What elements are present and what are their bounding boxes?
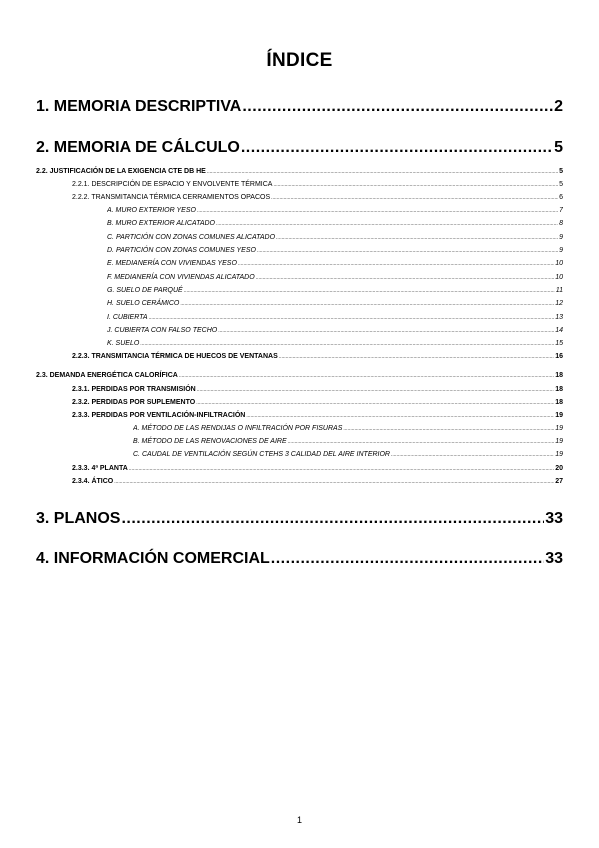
toc-leader [238,259,554,269]
toc-leader [149,313,555,323]
toc-page: 18 [555,386,563,393]
toc-leader [271,548,544,570]
toc-entry [133,449,563,460]
toc-leader [256,273,555,283]
toc-label: 2.2.3. TRANSMITANCIA TÉRMICA DE HUECOS DE VENTANAS [72,353,278,360]
toc-label: 2. MEMORIA DE CÁLCULO [36,139,240,156]
toc-page: 20 [555,465,563,472]
toc-label: 2.2. JUSTIFICACIÓN DE LA EXIGENCIA CTE DB HE [36,168,206,175]
toc-page: 2 [554,98,563,115]
toc-entry [107,338,563,349]
toc-page: 5 [554,139,563,156]
toc-label: 2.2.2. TRANSMITANCIA TÉRMICA CERRAMIENTOS OPACOS [72,194,271,201]
toc-label: I. CUBIERTA [107,314,148,321]
toc-entry [107,298,563,309]
toc-label: B. MÉTODO DE LAS RENOVACIONES DE AIRE [133,438,287,445]
toc-label: D. PARTICIÓN CON ZONAS COMUNES YESO [107,247,256,254]
toc-label: 2.3.4. ÁTICO [72,478,114,485]
toc-entry [36,370,563,381]
page-title: ÍNDICE [266,50,333,71]
toc-label: 3. PLANOS [36,510,121,527]
toc-entry [36,96,563,118]
toc-label: 1. MEMORIA DESCRIPTIVA [36,98,242,115]
toc-page: 13 [555,314,563,321]
toc-entry [107,272,563,283]
toc-page: 19 [555,438,563,445]
toc-label: E. MEDIANERÍA CON VIVIENDAS YESO [107,260,237,267]
toc-entry [133,436,563,447]
toc-entry [107,205,563,216]
toc-leader [114,477,554,487]
toc-page: 19 [555,412,563,419]
toc-leader [121,508,544,530]
toc-page: 19 [555,425,563,432]
toc-entry [107,218,563,229]
toc-entry [36,137,563,159]
toc-leader [279,352,554,362]
toc-label: G. SUELO DE PARQUÉ [107,287,183,294]
toc-leader [129,464,554,474]
toc-leader [242,96,553,118]
toc-leader [276,233,558,243]
toc-page: 6 [559,194,563,201]
toc-entry [72,384,563,395]
toc-label: A. MURO EXTERIOR YESO [107,207,196,214]
toc-label: 2.3.2. PERDIDAS POR SUPLEMENTO [72,399,196,406]
page-number: 1 [296,815,302,825]
toc-label: 2.2.1. DESCRIPCIÓN DE ESPACIO Y ENVOLVENTE TÉRMICA [72,181,273,188]
toc-page: 19 [555,451,563,458]
toc-page: 5 [559,181,563,188]
toc-page: 18 [555,399,563,406]
toc-entry [107,325,563,336]
toc-page: 7 [559,207,563,214]
toc-page: 9 [559,247,563,254]
toc-page: 5 [559,168,563,175]
toc-page: 15 [555,340,563,347]
toc-leader [246,411,554,421]
toc-page: 16 [555,353,563,360]
toc-entry [72,179,563,190]
toc-entry [72,351,563,362]
toc-leader [241,137,553,159]
toc-label: C. CAUDAL DE VENTILACIÓN SEGÚN CTEHS 3 CALIDAD DEL AIRE INTERIOR [133,451,390,458]
toc-leader [140,339,554,349]
toc-leader [391,450,554,460]
toc-leader [218,326,554,336]
toc-leader [197,206,558,216]
toc-entry [72,476,563,487]
toc-label: 2.3. DEMANDA ENERGÉTICA CALORÍFICA [36,372,178,379]
toc-label: A. MÉTODO DE LAS RENDIJAS O INFILTRACIÓN POR FISURAS [133,425,343,432]
toc-entry [107,285,563,296]
toc-leader [179,371,554,381]
toc-page: 27 [555,478,563,485]
toc-leader [273,180,558,190]
toc-label: 4. INFORMACIÓN COMERCIAL [36,550,270,567]
toc-leader [343,424,554,434]
toc-page: 10 [555,274,563,281]
toc-page: 18 [555,372,563,379]
toc-entry [107,232,563,243]
toc-page: 12 [555,300,563,307]
toc-leader [216,219,558,229]
toc-leader [288,437,555,447]
toc-entry [107,245,563,256]
toc-entry [72,192,563,203]
toc-entry [36,508,563,530]
toc-page: 10 [555,260,563,267]
toc-leader [180,299,554,309]
toc-leader [207,167,558,177]
toc-leader [197,385,555,395]
toc-entry [72,397,563,408]
toc-page: 33 [545,550,563,567]
toc-page: 11 [555,287,563,294]
toc-entry [72,463,563,474]
toc-label: K. SUELO [107,340,140,347]
toc-page: 14 [555,327,563,334]
toc-page: 33 [545,510,563,527]
toc-leader [196,398,554,408]
toc-page: 9 [559,234,563,241]
toc-label: 2.3.3. PERDIDAS POR VENTILACIÓN-INFILTRACIÓN [72,412,246,419]
toc-label: C. PARTICIÓN CON ZONAS COMUNES ALICATADO [107,234,276,241]
toc-entry [107,258,563,269]
toc-entry [133,423,563,434]
toc-entry [72,410,563,421]
toc-leader [271,193,558,203]
toc-entry [107,312,563,323]
toc-leader [257,246,558,256]
toc-label: B. MURO EXTERIOR ALICATADO [107,220,215,227]
toc-entry [36,548,563,570]
toc-page: 8 [559,220,563,227]
toc-label: F. MEDIANERÍA CON VIVIENDAS ALICATADO [107,274,255,281]
toc-label: H. SUELO CERÁMICO [107,300,180,307]
toc-label: J. CUBIERTA CON FALSO TECHO [107,327,218,334]
toc-entry [36,166,563,177]
toc-label: 2.3.1. PERDIDAS POR TRANSMISIÓN [72,386,196,393]
toc-leader [184,286,555,296]
toc-label: 2.3.3. 4ª PLANTA [72,465,128,472]
